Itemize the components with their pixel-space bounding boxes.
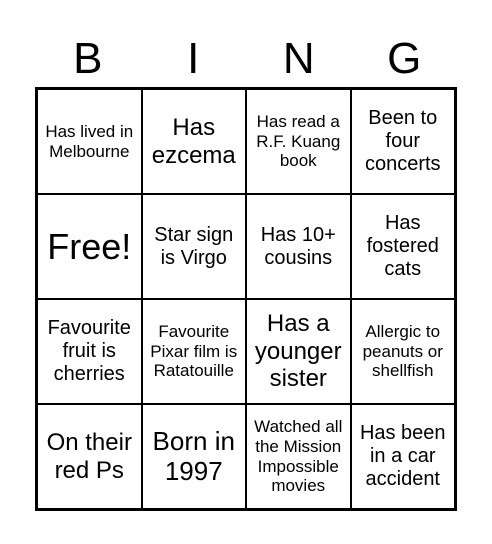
bingo-cell-3[interactable] [246, 89, 351, 194]
bingo-cell-text: Has ezcema [151, 113, 236, 169]
bingo-grid [35, 87, 457, 511]
bingo-cell-text: Has 10+ cousins [260, 223, 336, 269]
bingo-cell-7[interactable] [246, 194, 351, 299]
bingo-cell-6[interactable] [142, 194, 247, 299]
bingo-cell-9[interactable] [37, 299, 142, 404]
header-letter-i: I [187, 34, 200, 83]
bingo-cell-8[interactable] [351, 194, 456, 299]
bingo-cell-1[interactable] [37, 89, 142, 194]
bingo-cell-text: Been to four concerts [364, 107, 441, 175]
header-letter-g: G [387, 34, 422, 83]
bingo-cell-11[interactable] [246, 299, 351, 404]
bingo-cell-15[interactable] [246, 404, 351, 509]
bingo-cell-text: Star sign is Virgo [154, 223, 234, 269]
bingo-cell-text: Born in 1997 [152, 425, 235, 486]
bingo-cell-12[interactable] [351, 299, 456, 404]
bingo-cell-4[interactable] [351, 89, 456, 194]
header-letter-b: B [73, 34, 103, 83]
bingo-cell-text: Watched all the Mission Impossible movies [254, 417, 343, 496]
bingo-cell-text: On their red Ps [46, 428, 132, 484]
bingo-cell-10[interactable] [142, 299, 247, 404]
bingo-cell-text: Free! [47, 225, 132, 267]
bingo-cell-text: Favourite Pixar film is Ratatouille [150, 322, 238, 381]
bingo-cell-14[interactable] [142, 404, 247, 509]
bingo-cell-text: Allergic to peanuts or shellfish [362, 322, 443, 381]
header-letter-n: N [282, 34, 315, 83]
bingo-cell-text: Has a younger sister [254, 310, 342, 393]
bingo-cell-text: Has read a R.F. Kuang book [256, 112, 341, 171]
bingo-cell-text: Favourite fruit is cherries [47, 317, 131, 385]
bingo-cell-13[interactable] [37, 404, 142, 509]
bingo-header [35, 30, 457, 88]
bingo-cell-text: Has fostered cats [366, 212, 439, 280]
bingo-cell-text: Has lived in Melbourne [45, 121, 134, 161]
bingo-cell-text: Has been in a car accident [359, 422, 446, 490]
bingo-cell-2[interactable] [142, 89, 247, 194]
bingo-cell-free[interactable] [37, 194, 142, 299]
bingo-cell-16[interactable] [351, 404, 456, 509]
